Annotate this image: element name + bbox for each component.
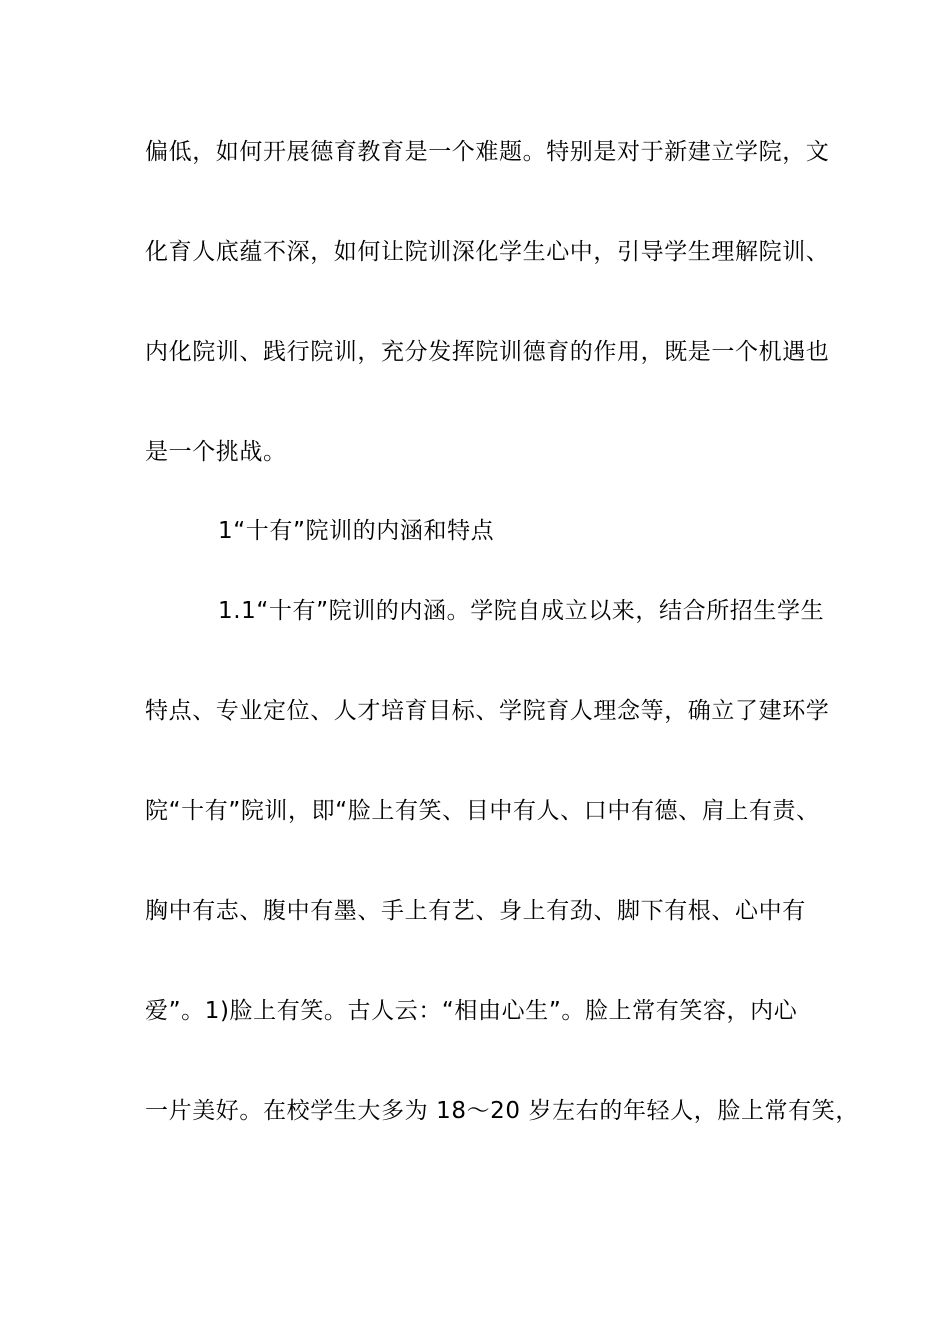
paragraph-line: 偏低，如何开展德育教育是一个难题。特别是对于新建立学院，文 [145, 139, 830, 165]
paragraph-line: 内化院训、践行院训，充分发挥院训德育的作用，既是一个机遇也 [145, 339, 830, 365]
paragraph-line: 一片美好。在校学生大多为 18～20 岁左右的年轻人，脸上常有笑， [145, 1098, 859, 1124]
paragraph-line: 是一个挑战。 [145, 439, 287, 465]
paragraph-line: 院“十有”院训，即“脸上有笑、目中有人、口中有德、肩上有责、 [145, 798, 820, 824]
paragraph-line: 胸中有志、腹中有墨、手上有艺、身上有劲、脚下有根、心中有 [145, 898, 806, 924]
paragraph-line: 特点、专业定位、人才培育目标、学院育人理念等，确立了建环学 [145, 698, 830, 724]
paragraph-line: 爱”。1)脸上有笑。古人云：“相由心生”。脸上常有笑容，内心 [145, 998, 798, 1024]
paragraph-line: 化育人底蕴不深，如何让院训深化学生心中，引导学生理解院训、 [145, 239, 830, 265]
section-heading: 1“十有”院训的内涵和特点 [218, 518, 495, 544]
subsection-heading-line: 1.1“十有”院训的内涵。学院自成立以来，结合所招生学生 [218, 598, 825, 624]
